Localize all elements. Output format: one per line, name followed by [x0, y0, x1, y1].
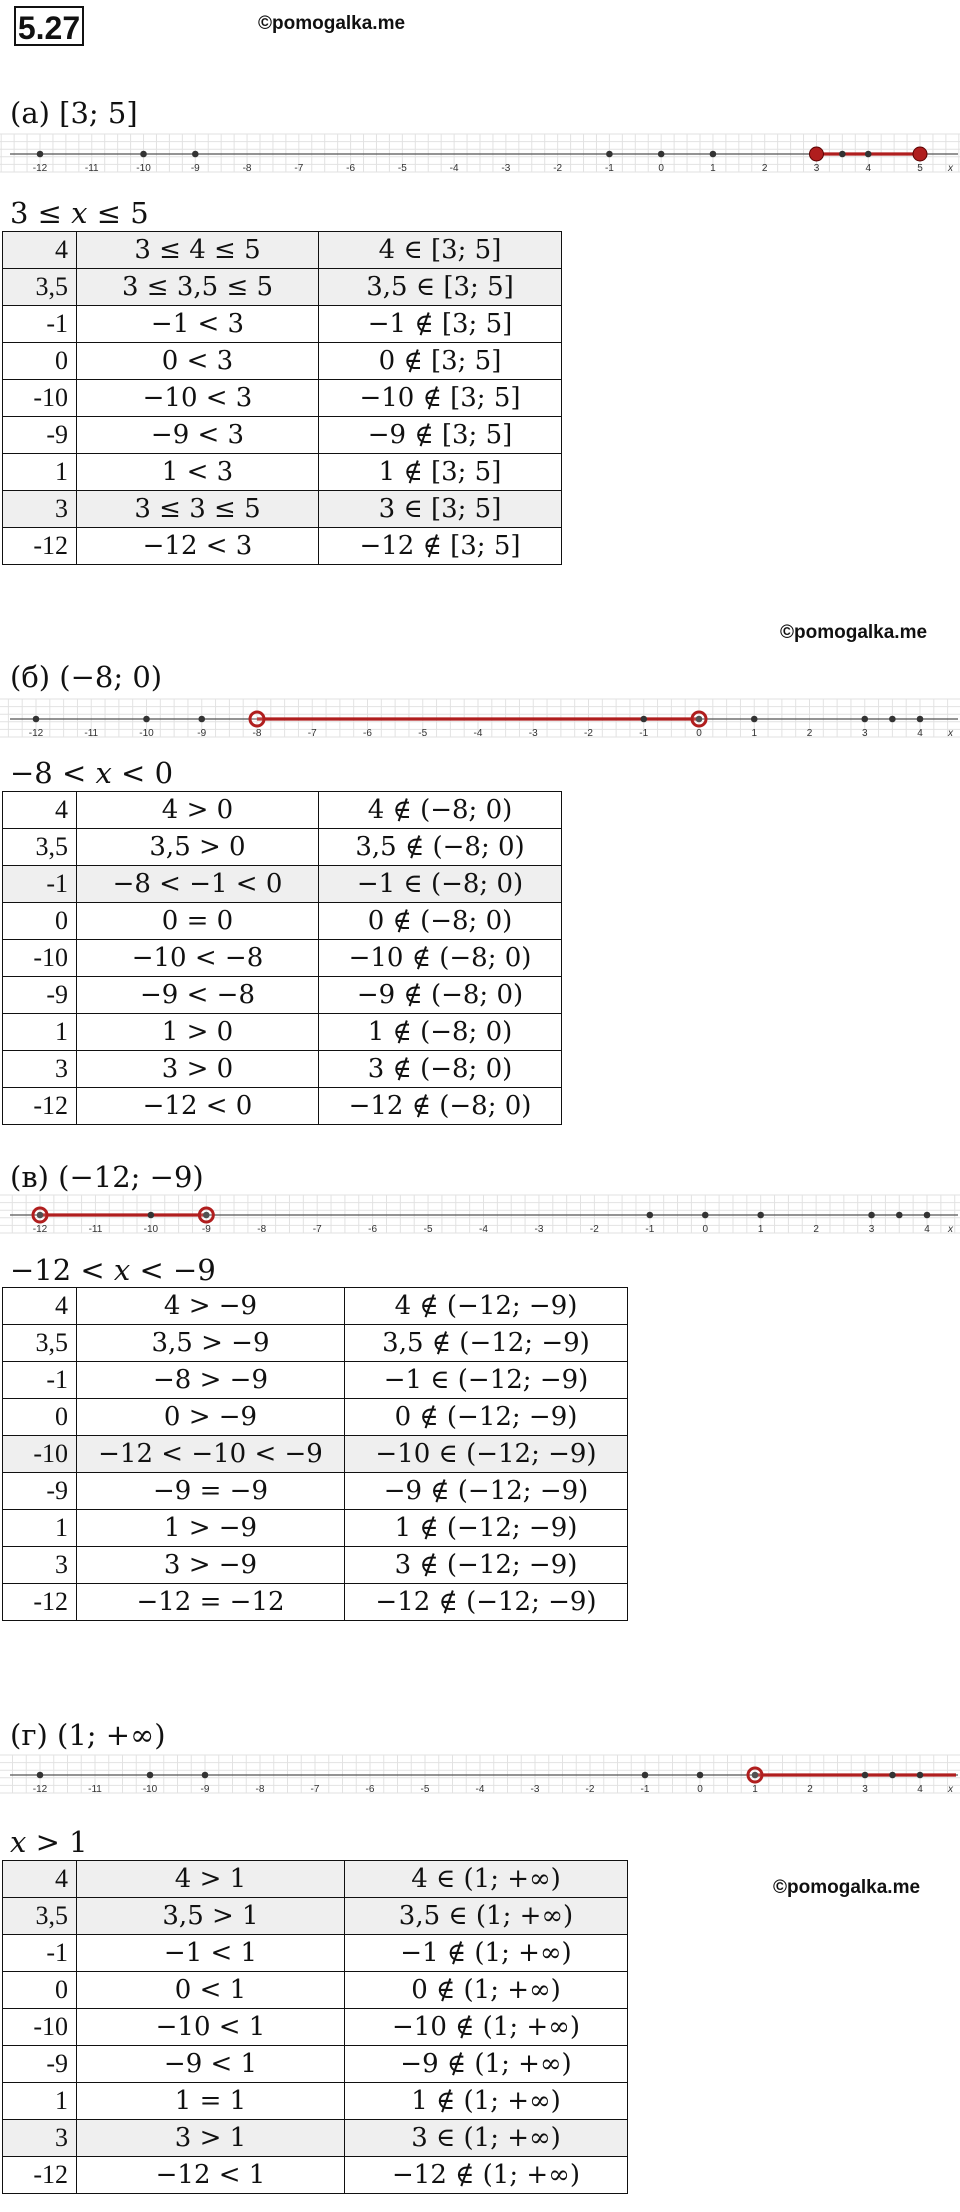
test-point — [192, 151, 199, 158]
result-cell: −9 ∉ (−8; 0) — [319, 977, 562, 1014]
test-point — [143, 716, 150, 723]
section-b-label: (б) (−8; 0) — [10, 660, 163, 694]
result-cell: −1 ∉ [3; 5] — [319, 306, 562, 343]
check-cell: 3 > −9 — [77, 1547, 345, 1584]
tick-label: 0 — [702, 1224, 709, 1235]
table-row — [3, 1399, 628, 1436]
table-row — [3, 306, 562, 343]
table-row — [3, 2046, 628, 2083]
result-cell: −10 ∉ (1; +∞) — [345, 2009, 628, 2046]
tick-label: 1 — [757, 1224, 764, 1235]
result-cell: −12 ∉ (−8; 0) — [319, 1088, 562, 1125]
table-row — [3, 1014, 562, 1051]
tick-label: 4 — [917, 728, 923, 739]
watermark-3: ©pomogalka.me — [773, 1877, 921, 1898]
value-cell: -12 — [3, 528, 77, 565]
check-cell: 3 ≤ 3 ≤ 5 — [77, 491, 319, 528]
test-point — [917, 716, 924, 723]
check-cell: 0 > −9 — [77, 1399, 345, 1436]
tick-label: -9 — [201, 1224, 211, 1235]
tick-label: -7 — [294, 163, 304, 174]
watermark-2: ©pomogalka.me — [780, 622, 928, 643]
tick-label: -8 — [257, 1224, 267, 1235]
tick-label: 3 — [813, 163, 820, 174]
tick-label: -6 — [365, 1784, 375, 1795]
table-row — [3, 1288, 628, 1325]
table-row — [3, 1088, 562, 1125]
table-row — [3, 2083, 628, 2120]
tick-label: -8 — [242, 163, 252, 174]
section-b-table — [2, 791, 562, 1125]
tick-label: -1 — [639, 728, 649, 739]
value-cell: -1 — [3, 1362, 77, 1399]
result-cell: −12 ∉ (−12; −9) — [345, 1584, 628, 1621]
table-row — [3, 454, 562, 491]
table-row — [3, 1584, 628, 1621]
check-cell: 3,5 > 1 — [77, 1898, 345, 1935]
tick-label: -3 — [530, 1784, 540, 1795]
tick-label: 1 — [710, 163, 716, 174]
test-point — [896, 1212, 903, 1219]
check-cell: 3 > 1 — [77, 2120, 345, 2157]
table-row — [3, 1972, 628, 2009]
tick-label: 2 — [806, 728, 813, 739]
table-row — [3, 866, 562, 903]
closed-endpoint — [913, 147, 927, 161]
section-a-inequality: 3 ≤ 𝑥 ≤ 5 — [10, 196, 149, 230]
tick-label: -10 — [142, 1784, 158, 1795]
tick-label: -6 — [363, 728, 372, 739]
table-row — [3, 1898, 628, 1935]
table-row — [3, 2120, 628, 2157]
tick-label: -4 — [449, 163, 459, 174]
tick-label: -6 — [346, 163, 356, 174]
value-cell: 0 — [3, 1399, 77, 1436]
result-cell: −10 ∈ (−12; −9) — [345, 1436, 628, 1473]
result-cell: 3,5 ∉ (−12; −9) — [345, 1325, 628, 1362]
section-v-inequality: −12 < 𝑥 < −9 — [10, 1253, 216, 1287]
axis-var-label: x — [948, 1224, 953, 1235]
check-cell: −9 < 3 — [77, 417, 319, 454]
check-cell: 1 > 0 — [77, 1014, 319, 1051]
check-cell: −12 < 0 — [77, 1088, 319, 1125]
test-point — [917, 1772, 924, 1779]
table-row — [3, 1510, 628, 1547]
table-row — [3, 2009, 628, 2046]
table-row — [3, 977, 562, 1014]
test-point — [148, 1212, 155, 1219]
tick-label: -10 — [139, 728, 154, 739]
tick-label: -3 — [501, 163, 511, 174]
test-point — [924, 1212, 931, 1219]
axis-var-label: x — [948, 728, 953, 739]
tick-label: 3 — [868, 1224, 875, 1235]
tick-label: -12 — [28, 728, 44, 739]
value-cell: 0 — [3, 1972, 77, 2009]
tick-label: -11 — [84, 728, 99, 739]
open-endpoint — [692, 712, 706, 726]
tick-label: -8 — [252, 728, 262, 739]
value-cell: -9 — [3, 977, 77, 1014]
result-cell: 3 ∉ (−8; 0) — [319, 1051, 562, 1088]
result-cell: 0 ∉ (−12; −9) — [345, 1399, 628, 1436]
open-endpoint — [33, 1208, 47, 1222]
tick-label: -10 — [143, 1224, 159, 1235]
test-point — [861, 716, 868, 723]
value-cell: -9 — [3, 417, 77, 454]
table-row — [3, 1861, 628, 1898]
table-row — [3, 417, 562, 454]
value-cell: 1 — [3, 1510, 77, 1547]
tick-label: 1 — [751, 728, 758, 739]
result-cell: 3,5 ∈ [3; 5] — [319, 269, 562, 306]
test-point — [751, 716, 758, 723]
section-a-label: (а) [3; 5] — [10, 96, 138, 130]
value-cell: -1 — [3, 306, 77, 343]
check-cell: −9 = −9 — [77, 1473, 345, 1510]
section-v-table — [2, 1287, 628, 1621]
tick-label: -2 — [584, 728, 593, 739]
tick-label: -3 — [534, 1224, 544, 1235]
check-cell: 0 < 3 — [77, 343, 319, 380]
table-row — [3, 528, 562, 565]
value-cell: -12 — [3, 1088, 77, 1125]
result-cell: 1 ∉ (1; +∞) — [345, 2083, 628, 2120]
test-point — [140, 151, 147, 158]
tick-label: 4 — [924, 1224, 930, 1235]
tick-label: 5 — [917, 163, 923, 174]
test-point — [658, 151, 665, 158]
table-row — [3, 940, 562, 977]
check-cell: −12 < 3 — [77, 528, 319, 565]
result-cell: 3 ∉ (−12; −9) — [345, 1547, 628, 1584]
value-cell: 3 — [3, 491, 77, 528]
check-cell: −10 < 3 — [77, 380, 319, 417]
result-cell: −9 ∉ [3; 5] — [319, 417, 562, 454]
number-line-v — [0, 1193, 960, 1253]
test-point — [702, 1212, 709, 1219]
tick-label: 3 — [861, 728, 868, 739]
tick-label: 2 — [807, 1784, 813, 1795]
open-endpoint — [748, 1768, 762, 1782]
check-cell: −12 < −10 < −9 — [77, 1436, 345, 1473]
tick-label: -5 — [397, 163, 407, 174]
value-cell: -1 — [3, 866, 77, 903]
result-cell: 1 ∉ (−8; 0) — [319, 1014, 562, 1051]
value-cell: 4 — [3, 232, 77, 269]
section-g-inequality: 𝑥 > 1 — [10, 1825, 88, 1859]
check-cell: −8 < −1 < 0 — [77, 866, 319, 903]
check-cell: 4 > −9 — [77, 1288, 345, 1325]
tick-label: -2 — [553, 163, 563, 174]
check-cell: 1 > −9 — [77, 1510, 345, 1547]
test-point — [710, 151, 717, 158]
number-line-g — [0, 1753, 960, 1813]
tick-label: 4 — [865, 163, 872, 174]
test-point — [33, 716, 40, 723]
table-row — [3, 1547, 628, 1584]
table-row — [3, 343, 562, 380]
value-cell: -12 — [3, 1584, 77, 1621]
closed-endpoint — [809, 147, 823, 161]
table-row — [3, 792, 562, 829]
value-cell: 1 — [3, 454, 77, 491]
result-cell: −10 ∉ (−8; 0) — [319, 940, 562, 977]
value-cell: 3 — [3, 1547, 77, 1584]
tick-label: -5 — [420, 1784, 430, 1795]
check-cell: 3,5 > −9 — [77, 1325, 345, 1362]
number-line-b — [0, 697, 960, 757]
value-cell: -9 — [3, 1473, 77, 1510]
value-cell: 4 — [3, 792, 77, 829]
tick-label: -9 — [200, 1784, 210, 1795]
table-row — [3, 2157, 628, 2194]
check-cell: 1 < 3 — [77, 454, 319, 491]
section-b-inequality: −8 < 𝑥 < 0 — [10, 756, 174, 790]
tick-label: -5 — [418, 728, 428, 739]
test-point — [757, 1212, 764, 1219]
value-cell: 3,5 — [3, 1325, 77, 1362]
value-cell: 1 — [3, 1014, 77, 1051]
check-cell: 3 > 0 — [77, 1051, 319, 1088]
check-cell: −12 = −12 — [77, 1584, 345, 1621]
tick-label: -8 — [255, 1784, 265, 1795]
axis-var-label: x — [948, 1784, 953, 1795]
tick-label: -7 — [307, 728, 317, 739]
test-point — [37, 151, 44, 158]
tick-label: -11 — [88, 1224, 103, 1235]
check-cell: 0 = 0 — [77, 903, 319, 940]
value-cell: 3,5 — [3, 1898, 77, 1935]
result-cell: 0 ∉ [3; 5] — [319, 343, 562, 380]
result-cell: −10 ∉ [3; 5] — [319, 380, 562, 417]
tick-label: -7 — [310, 1784, 320, 1795]
table-row — [3, 1051, 562, 1088]
tick-label: 3 — [862, 1784, 868, 1795]
tick-label: -11 — [88, 1784, 102, 1795]
result-cell: −1 ∉ (1; +∞) — [345, 1935, 628, 1972]
value-cell: -9 — [3, 2046, 77, 2083]
table-row — [3, 1436, 628, 1473]
test-point — [889, 716, 896, 723]
test-point — [697, 1772, 704, 1779]
tick-label: -4 — [475, 1784, 485, 1795]
test-point — [868, 1212, 875, 1219]
section-g-label: (г) (1; +∞) — [10, 1718, 166, 1752]
tick-label: -12 — [32, 163, 48, 174]
tick-label: -2 — [585, 1784, 595, 1795]
tick-label: -9 — [197, 728, 207, 739]
test-point — [147, 1772, 154, 1779]
result-cell: 4 ∉ (−8; 0) — [319, 792, 562, 829]
check-cell: −10 < −8 — [77, 940, 319, 977]
value-cell: 4 — [3, 1861, 77, 1898]
result-cell: 3,5 ∈ (1; +∞) — [345, 1898, 628, 1935]
test-point — [642, 1772, 649, 1779]
tick-label: -9 — [190, 163, 200, 174]
value-cell: -10 — [3, 380, 77, 417]
result-cell: −1 ∈ (−12; −9) — [345, 1362, 628, 1399]
table-row — [3, 1362, 628, 1399]
value-cell: -10 — [3, 1436, 77, 1473]
test-point — [647, 1212, 654, 1219]
value-cell: 0 — [3, 903, 77, 940]
check-cell: −8 > −9 — [77, 1362, 345, 1399]
result-cell: −12 ∉ (1; +∞) — [345, 2157, 628, 2194]
check-cell: −10 < 1 — [77, 2009, 345, 2046]
test-point — [839, 151, 846, 158]
table-row — [3, 1935, 628, 1972]
test-point — [865, 151, 872, 158]
watermark: ©pomogalka.me — [258, 13, 406, 34]
value-cell: 4 — [3, 1288, 77, 1325]
tick-label: 0 — [697, 1784, 703, 1795]
test-point — [202, 1772, 209, 1779]
value-cell: 3 — [3, 2120, 77, 2157]
tick-label: 2 — [813, 1224, 819, 1235]
value-cell: -12 — [3, 2157, 77, 2194]
section-v-label: (в) (−12; −9) — [10, 1160, 204, 1194]
check-cell: −12 < 1 — [77, 2157, 345, 2194]
value-cell: 3,5 — [3, 269, 77, 306]
tick-label: 0 — [658, 163, 664, 174]
check-cell: −9 < 1 — [77, 2046, 345, 2083]
test-point — [198, 716, 205, 723]
value-cell: -1 — [3, 1935, 77, 1972]
value-cell: 0 — [3, 343, 77, 380]
test-point — [640, 716, 647, 723]
tick-label: -1 — [645, 1224, 655, 1235]
tick-label: -1 — [640, 1784, 650, 1795]
tick-label: -11 — [84, 163, 99, 174]
check-cell: −1 < 3 — [77, 306, 319, 343]
table-row — [3, 380, 562, 417]
tick-label: 0 — [696, 728, 702, 739]
tick-label: -4 — [479, 1224, 488, 1235]
test-point — [37, 1772, 44, 1779]
tick-label: -1 — [604, 163, 614, 174]
table-row — [3, 269, 562, 306]
test-point — [862, 1772, 869, 1779]
result-cell: −9 ∉ (−12; −9) — [345, 1473, 628, 1510]
open-endpoint — [250, 712, 264, 726]
check-cell: 3,5 > 0 — [77, 829, 319, 866]
section-g-table — [2, 1860, 628, 2194]
number-line-a — [0, 132, 960, 192]
result-cell: 3,5 ∉ (−8; 0) — [319, 829, 562, 866]
tick-label: -5 — [423, 1224, 433, 1235]
tick-label: -3 — [528, 728, 538, 739]
tick-label: 1 — [752, 1784, 758, 1795]
check-cell: −1 < 1 — [77, 1935, 345, 1972]
tick-label: -4 — [473, 728, 483, 739]
check-cell: 4 > 0 — [77, 792, 319, 829]
test-point — [606, 151, 613, 158]
tick-label: -7 — [312, 1224, 322, 1235]
result-cell: 1 ∉ (−12; −9) — [345, 1510, 628, 1547]
tick-label: -2 — [589, 1224, 599, 1235]
value-cell: -10 — [3, 940, 77, 977]
check-cell: 4 > 1 — [77, 1861, 345, 1898]
result-cell: 4 ∉ (−12; −9) — [345, 1288, 628, 1325]
value-cell: 1 — [3, 2083, 77, 2120]
tick-label: -10 — [136, 163, 151, 174]
table-row — [3, 1473, 628, 1510]
result-cell: 4 ∈ (1; +∞) — [345, 1861, 628, 1898]
value-cell: -10 — [3, 2009, 77, 2046]
result-cell: −9 ∉ (1; +∞) — [345, 2046, 628, 2083]
check-cell: 1 = 1 — [77, 2083, 345, 2120]
table-row — [3, 232, 562, 269]
value-cell: 3 — [3, 1051, 77, 1088]
table-row — [3, 1325, 628, 1362]
result-cell: 4 ∈ [3; 5] — [319, 232, 562, 269]
tick-label: -12 — [32, 1784, 48, 1795]
check-cell: 0 < 1 — [77, 1972, 345, 2009]
tick-label: 2 — [761, 163, 768, 174]
axis-var-label: x — [948, 163, 953, 174]
result-cell: −12 ∉ [3; 5] — [319, 528, 562, 565]
open-endpoint — [199, 1208, 213, 1222]
table-row — [3, 903, 562, 940]
check-cell: 3 ≤ 4 ≤ 5 — [77, 232, 319, 269]
result-cell: −1 ∈ (−8; 0) — [319, 866, 562, 903]
table-row — [3, 491, 562, 528]
tick-label: -6 — [368, 1224, 378, 1235]
result-cell: 0 ∉ (−8; 0) — [319, 903, 562, 940]
result-cell: 1 ∉ [3; 5] — [319, 454, 562, 491]
result-cell: 3 ∈ (1; +∞) — [345, 2120, 628, 2157]
check-cell: 3 ≤ 3,5 ≤ 5 — [77, 269, 319, 306]
table-row — [3, 829, 562, 866]
tick-label: -12 — [32, 1224, 48, 1235]
result-cell: 3 ∈ [3; 5] — [319, 491, 562, 528]
test-point — [889, 1772, 896, 1779]
check-cell: −9 < −8 — [77, 977, 319, 1014]
problem-number: 5.27 — [14, 6, 84, 46]
section-a-table — [2, 231, 562, 565]
value-cell: 3,5 — [3, 829, 77, 866]
tick-label: 4 — [917, 1784, 923, 1795]
result-cell: 0 ∉ (1; +∞) — [345, 1972, 628, 2009]
